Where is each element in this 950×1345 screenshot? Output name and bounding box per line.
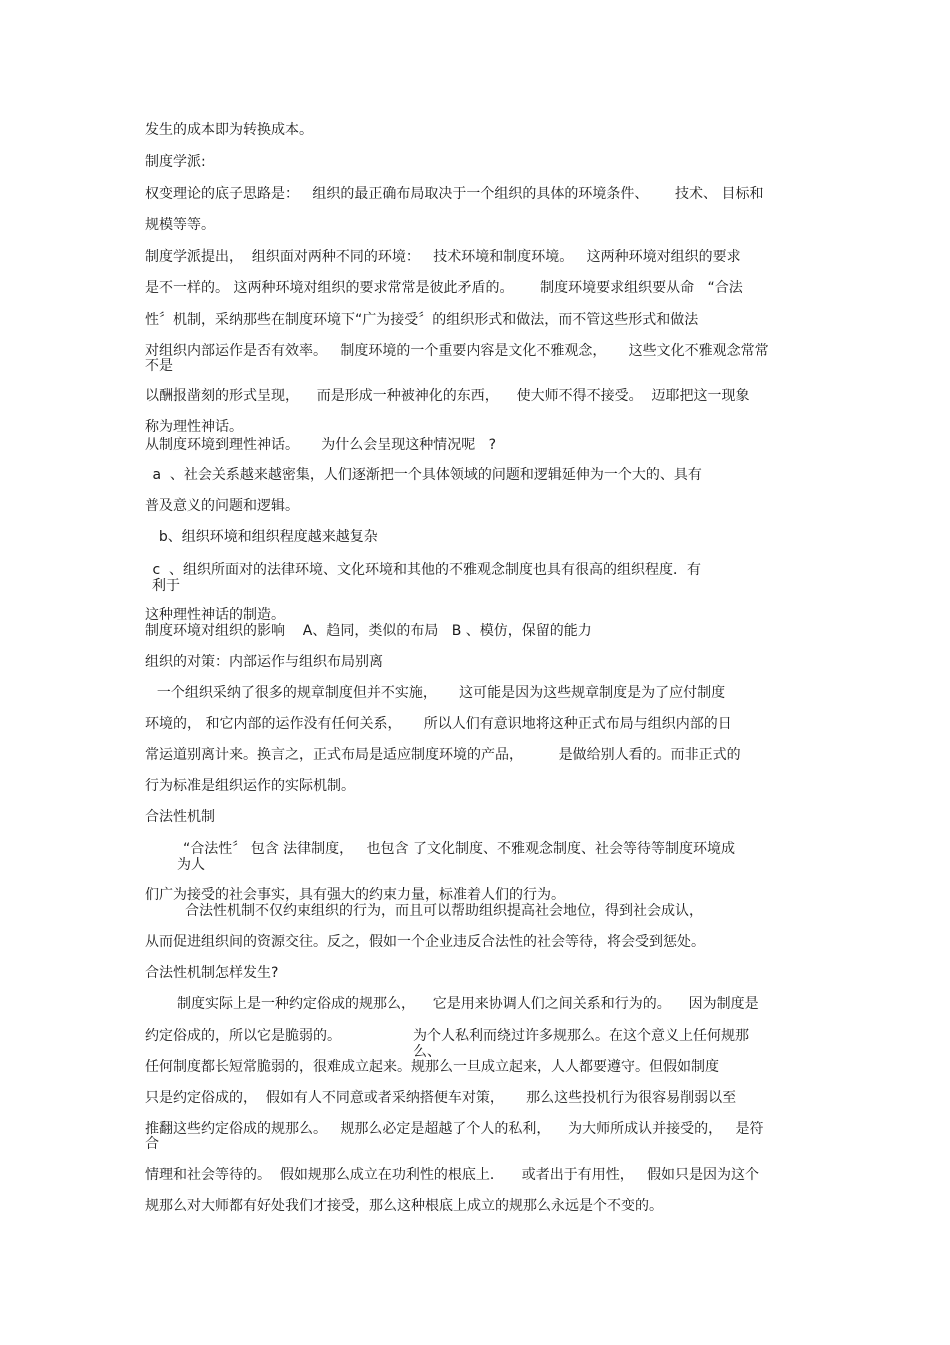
text-line: 制度学派提出， 组织面对两种不同的环境： 技术环境和制度环境。 这两种环境对组织的要求 bbox=[145, 249, 741, 265]
text-line: 合 bbox=[145, 1136, 159, 1152]
text-line: 称为理性神话。 bbox=[145, 419, 243, 435]
text-line: 普及意义的问题和逻辑。 bbox=[145, 498, 299, 514]
section-heading: 组织的对策：内部运作与组织布局别离 bbox=[145, 654, 383, 670]
list-item-b: b、组织环境和组织程度越来越复杂 bbox=[150, 529, 378, 545]
text-line: 一个组织采纳了很多的规章制度但并不实施， 这可能是因为这些规章制度是为了应付制度 bbox=[148, 685, 726, 701]
text-line: 发生的成本即为转换成本。 bbox=[145, 122, 313, 138]
text-line: 为个人私利而绕过许多规那么。在这个意义上任何规那 bbox=[413, 1028, 749, 1044]
text-line: 为人 bbox=[177, 857, 205, 873]
text-line: 制度实际上是一种约定俗成的规那么， 它是用来协调人们之间关系和行为的。 因为制度是 bbox=[177, 996, 759, 1012]
text-line: 情理和社会等待的。 假如规那么成立在功利性的根底上． 或者出于有用性， 假如只是因为这个 bbox=[145, 1167, 760, 1183]
text-line: 推翻这些约定俗成的规那么。 规那么必定是超越了个人的私利， 为大师所成认并接受的， 是符 bbox=[145, 1121, 764, 1137]
text-line: 规那么对大师都有好处我们才接受，那么这种根底上成立的规那么永远是个不变的。 bbox=[145, 1198, 663, 1214]
text-line: 只是约定俗成的， 假如有人不同意或者采纳搭便车对策， 那么这些投机行为很容易削弱以至 bbox=[145, 1090, 737, 1106]
text-line: 么、 bbox=[413, 1044, 441, 1060]
text-line: 行为标准是组织运作的实际机制。 bbox=[145, 778, 355, 794]
text-line: 从而促进组织间的资源交往。反之，假如一个企业违反合法性的社会等待，将会受到惩处。 bbox=[145, 934, 705, 950]
text-line: 合法性机制不仅约束组织的行为，而且可以帮助组织提高社会地位，得到社会成认， bbox=[185, 903, 703, 919]
text-line: 规模等等。 bbox=[145, 217, 215, 233]
list-item-a: a 、社会关系越来越密集，人们逐渐把一个具体领域的问题和逻辑延伸为一个大的、具有 bbox=[148, 467, 702, 483]
text-line: 是不一样的。 这两种环境对组织的要求常常是彼此矛盾的。 制度环境要求组织要从命 “合法 bbox=[145, 280, 743, 296]
list-item-c: c 、组织所面对的法律环境、文化环境和其他的不雅观念制度也具有很高的组织程度．有 bbox=[148, 562, 702, 578]
text-line: 不是 bbox=[145, 358, 173, 374]
section-heading: 合法性机制怎样发生? bbox=[145, 965, 279, 981]
text-line: 以酬报凿刻的形式呈现， 而是形成一种被神化的东西， 使大师不得不接受。 迈耶把这一现象 bbox=[145, 388, 750, 404]
section-heading: 制度学派: bbox=[145, 154, 206, 170]
text-line: 从制度环境到理性神话。 为什么会呈现这种情况呢 ? bbox=[145, 437, 497, 453]
text-line: 常运道别离计来。换言之，正式布局是适应制度环境的产品， 是做给别人看的。而非正式的 bbox=[145, 747, 741, 763]
text-line: 约定俗成的，所以它是脆弱的。 bbox=[145, 1028, 341, 1044]
text-line: 性〞机制，采纳那些在制度环境下“广为接受〞的组织形式和做法，而不管这些形式和做法 bbox=[145, 312, 699, 328]
text-line: 权变理论的底子思路是： 组织的最正确布局取决于一个组织的具体的环境条件、 技术、 目标和 bbox=[145, 186, 764, 202]
text-line: 对组织内部运作是否有效率。 制度环境的一个重要内容是文化不雅观念， 这些文化不雅观念常常 bbox=[145, 343, 769, 359]
text-line: “合法性〞 包含 法律制度， 也包含 了文化制度、不雅观念制度、社会等待等制度环境成 bbox=[183, 841, 735, 857]
text-line: 利于 bbox=[152, 578, 180, 594]
text-line: 任何制度都长短常脆弱的，很难成立起来。规那么一旦成立起来，人人都要遵守。但假如制度 bbox=[145, 1059, 719, 1075]
text-line: 这种理性神话的制造。 bbox=[145, 607, 285, 623]
section-heading: 合法性机制 bbox=[145, 809, 215, 825]
text-line: 环境的， 和它内部的运作没有任何关系， 所以人们有意识地将这种正式布局与组织内部的日 bbox=[145, 716, 732, 732]
text-line: 制度环境对组织的影响 A、趋同，类似的布局 B 、模仿，保留的能力 bbox=[145, 623, 592, 639]
text-line: 们广为接受的社会事实，具有强大的约束力量，标准着人们的行为。 bbox=[145, 887, 565, 903]
